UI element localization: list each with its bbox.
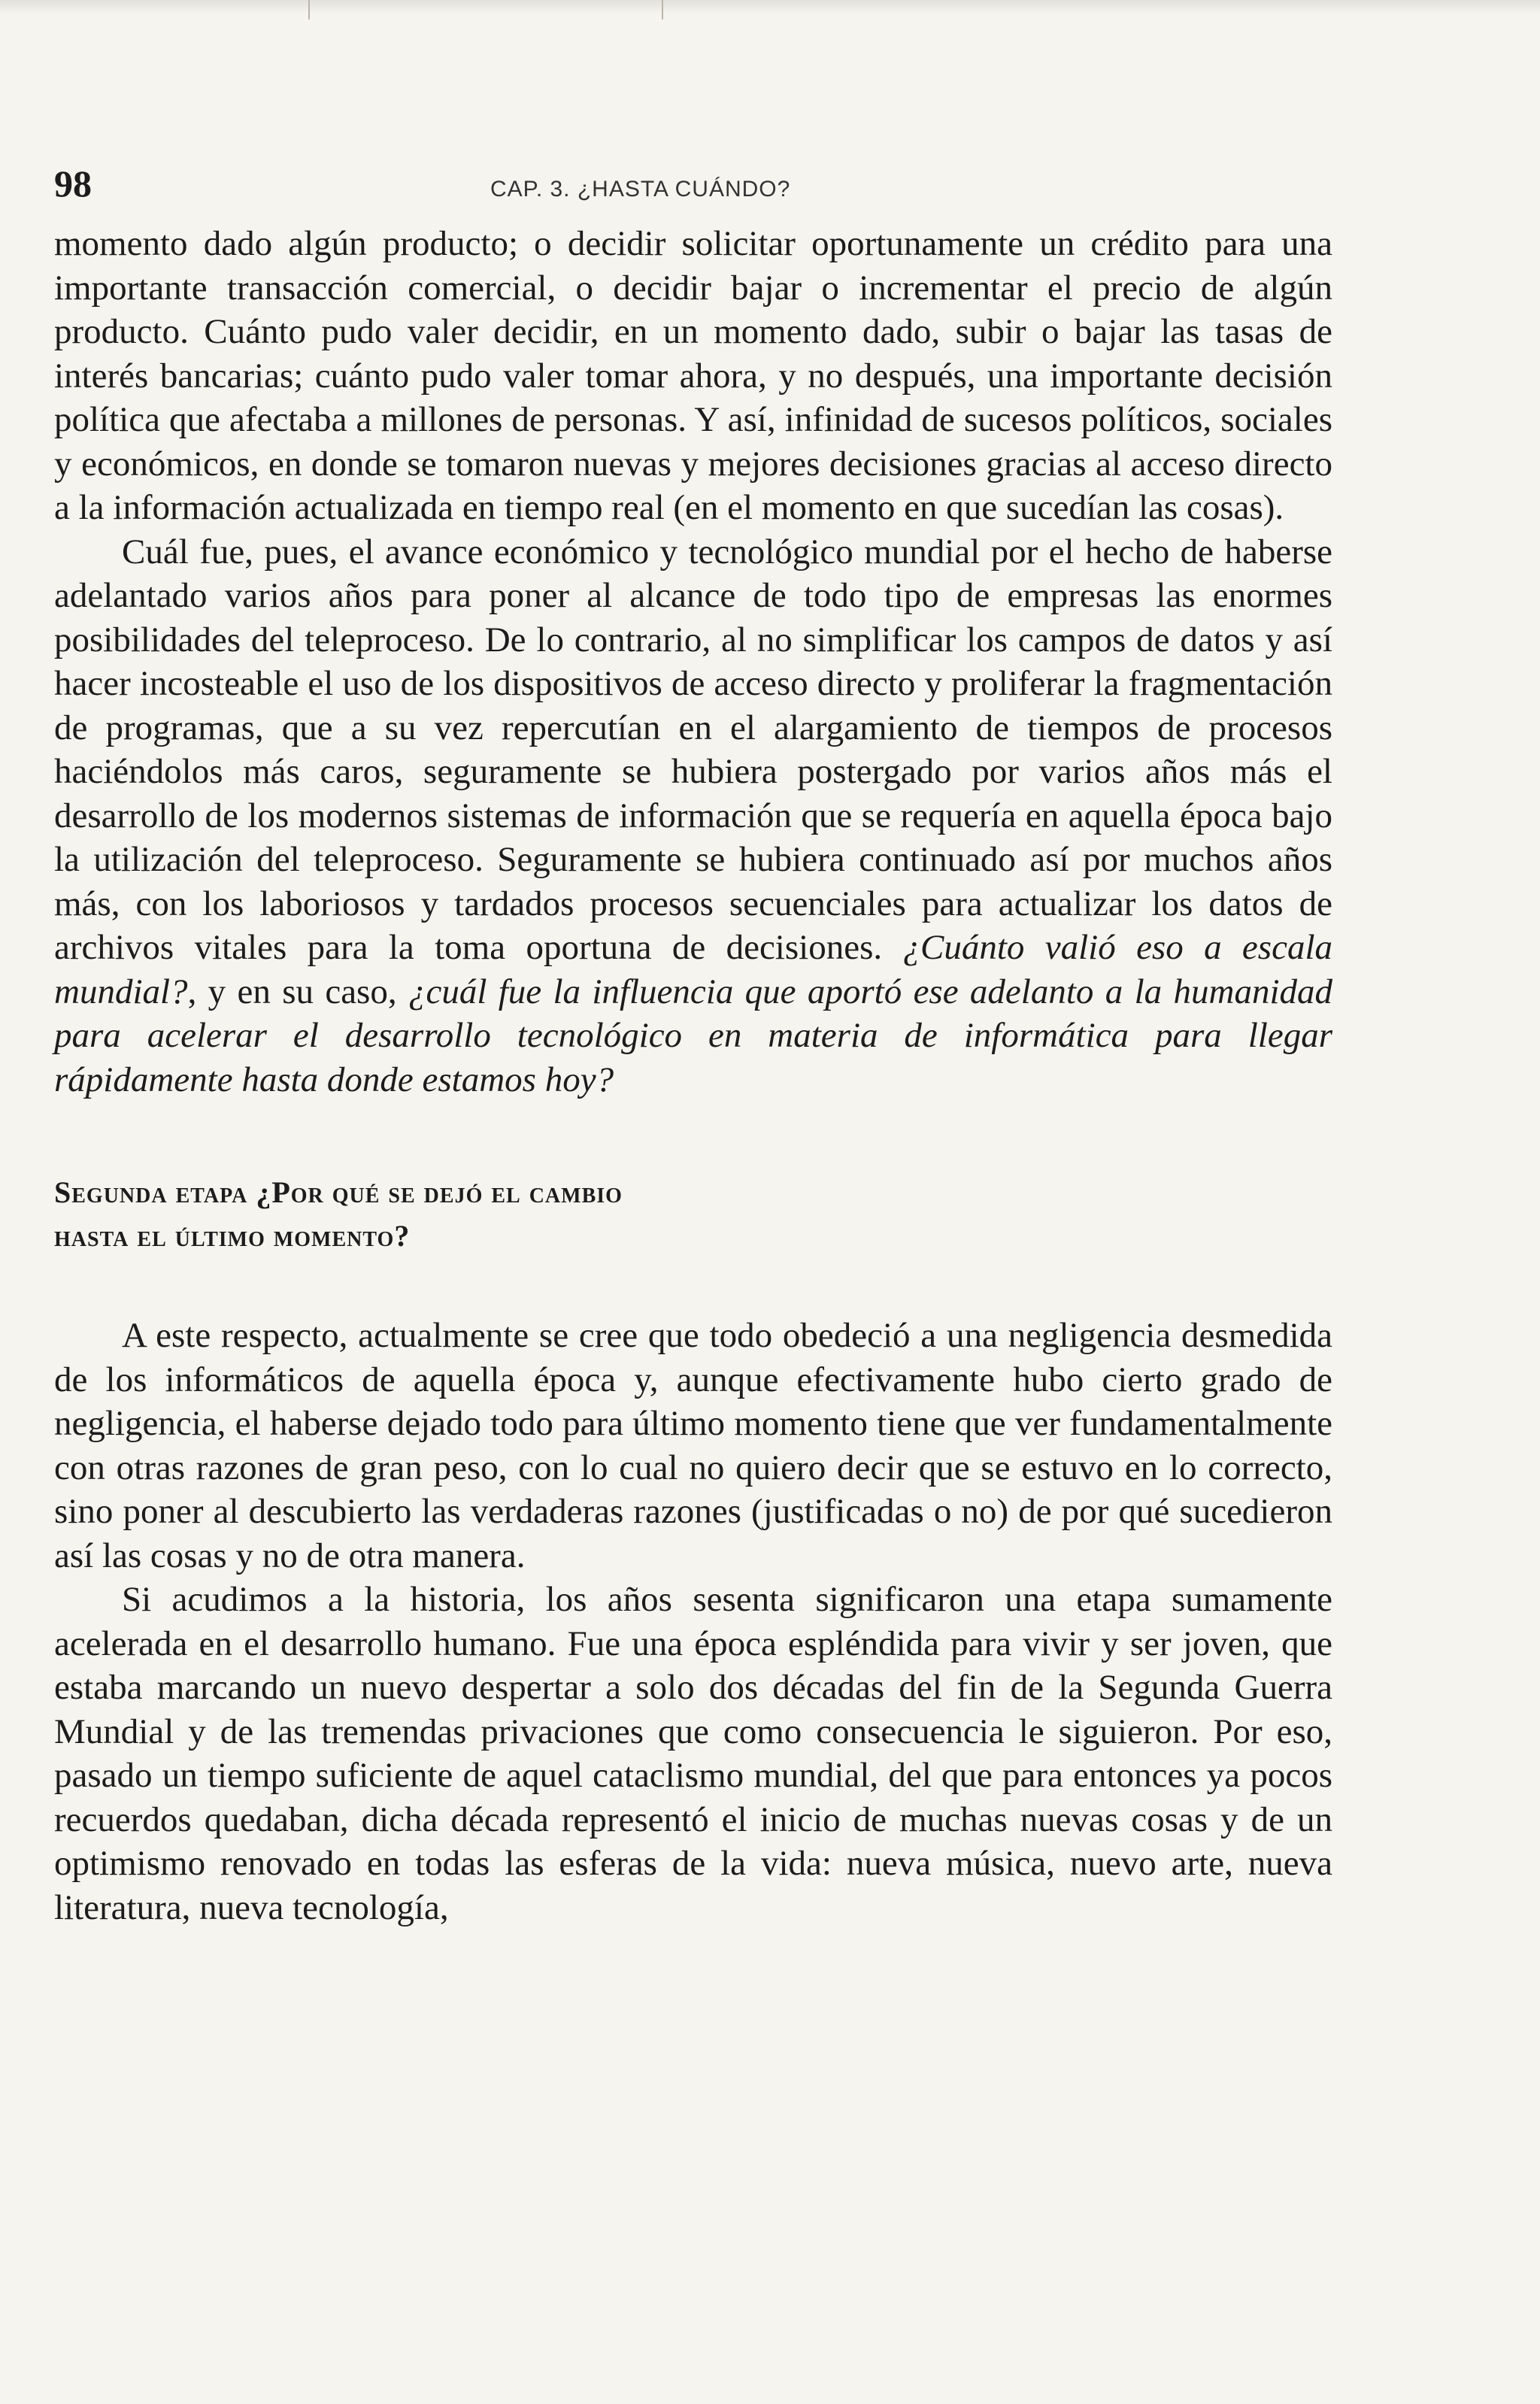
page-number: 98 <box>54 162 92 205</box>
section-heading-line: hasta el último momento? <box>54 1219 411 1253</box>
scan-mark <box>662 0 663 20</box>
scan-mark <box>308 0 310 20</box>
section-heading <box>54 1171 1332 1258</box>
italic-question: ¿Cuánto valió eso a escala mundial? <box>54 928 1333 1011</box>
paragraph: Si acudimos a la historia, los años sesenta significaron una etapa sumamente acelerada en el desarrollo humano. Fue una época espléndida para vivir y ser joven, que estaba marcando un nuevo despertar a solo dos décadas del fin de la Segunda Guerra Mundial y de las tremendas privaciones que como consecuencia le siguieron. Por eso, pasado un tiempo suficiente de aquel cataclismo mundial, del que para entonces ya pocos recuerdos quedaban, dicha década representó el inicio de muchas nuevas cosas y de un optimismo renovado en todas las esferas de la vida: nueva música, nuevo arte, nueva literatura, nueva tecnología, <box>54 1580 1332 1927</box>
section-heading-line: Segunda etapa ¿Por qué se dejó el cambio <box>54 1175 623 1209</box>
scan-top-edge <box>0 0 1540 14</box>
paragraph: A este respecto, actualmente se cree que todo obedeció a una negligencia desmedida de los informáticos de aquella época y, aunque efectivamente hubo cierto grado de negligencia, el haberse dejado todo para último momento tiene que ver fundamentalmente con otras razones de gran peso, con lo cual no quiero decir que se estuvo en lo correcto, sino poner al descubierto las verdaderas razones (justificadas o no) de por qué sucedieron así las cosas y no de otra manera. <box>54 1316 1332 1575</box>
italic-question: ¿cuál fue la influencia que aportó ese adelanto a la humanidad para acelerar el desarrollo tecnológico en materia de informática para llegar rápidamente hasta donde estamos hoy? <box>54 972 1332 1099</box>
question-connector: , y en su caso, <box>187 972 408 1011</box>
book-page <box>54 162 1332 1930</box>
body-text <box>54 222 1332 1930</box>
paragraph <box>54 530 1332 1102</box>
running-header <box>54 162 1332 222</box>
paragraph: momento dado algún producto; o decidir solicitar oportunamente un crédito para una importante transacción comercial, o decidir bajar o incrementar el precio de algún producto. Cuánto pudo valer decidir, en un momento dado, subir o bajar las tasas de interés bancarias; cuánto pudo valer tomar ahora, y no después, una importante decisión política que afectaba a millones de personas. Y así, infinidad de sucesos políticos, sociales y económicos, en donde se tomaron nuevas y mejores decisiones gracias al acceso directo a la información actualizada en tiempo real (en el momento en que sucedían las cosas). <box>54 224 1332 527</box>
paragraph-text: Cuál fue, pues, el avance económico y tecnológico mundial por el hecho de haberse adelantado varios años para poner al alcance de todo tipo de empresas las enormes posibilidades del teleproceso. De lo contrario, al no simplificar los campos de datos y así hacer incosteable el uso de los dispositivos de acceso directo y proliferar la fragmentación de programas, que a su vez repercutían en el alargamiento de tiempos de procesos haciéndolos más caros, seguramente se hubiera postergado por varios años más el desarrollo de los modernos sistemas de información que se requería en aquella época bajo la utilización del teleproceso. Seguramente se hubiera continuado así por muchos años más, con los laboriosos y tardados procesos secuenciales para actualizar los datos de archivos vitales para la toma oportuna de decisiones. <box>54 532 1332 967</box>
chapter-title: CAP. 3. ¿HASTA CUÁNDO? <box>490 177 791 202</box>
